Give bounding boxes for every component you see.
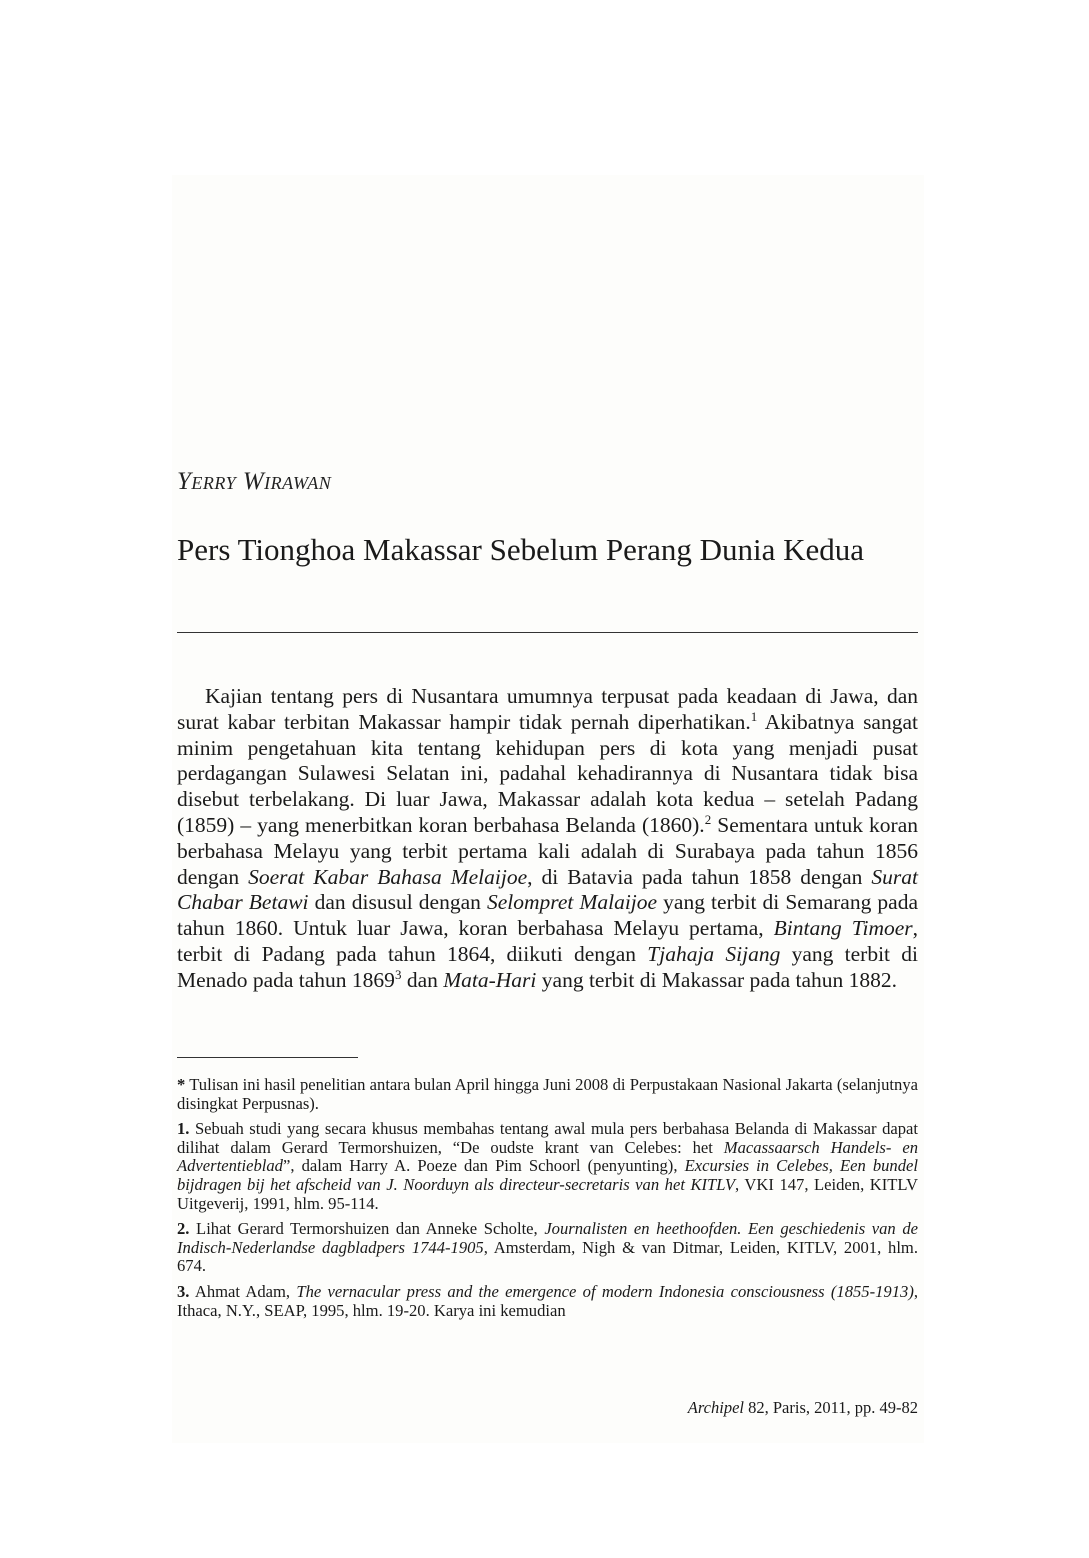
body-text-segment: Kajian tentang pers di Nusantara umumnya terpusat pada keadaan di Jawa, dan surat kabar terbitan Makassar hampir tidak pernah diperhatikan. (177, 684, 918, 734)
title-divider (177, 632, 918, 633)
footnote-text: , Ithaca, N.Y., SEAP, 1995, hlm. 19-20. Karya ini kemudian (177, 1281, 919, 1320)
journal-name: Archipel (687, 1398, 744, 1417)
footnote-text: Sebuah studi yang secara khusus membahas tentang awal mula pers berbahasa Belanda di Makassar dapat dilihat dalam Gerard Termorshuizen, “De oudste krant van Celebes: het (177, 1119, 918, 1157)
body-text-segment: yang terbit di Menado pada tahun 1869 (177, 941, 918, 992)
footnote-citation-title: Excursies in Celebes, Een bundel bijdragen bij het afscheid van J. Noorduyn als directeur-secretaris van het KITLV (177, 1156, 918, 1194)
journal-citation (688, 1398, 918, 1418)
journal-issue: 82, Paris, 2011, pp. 49-82 (743, 1398, 918, 1417)
article-title: Pers Tionghoa Makassar Sebelum Perang Dunia Kedua (177, 532, 865, 567)
body-text-segment: yang terbit di Semarang pada tahun 1860. Untuk luar Jawa, koran berbahasa Melayu pertama, (177, 890, 918, 941)
body-text-segment: dan disusul dengan (308, 890, 487, 915)
newspaper-title: Bintang Timoer (773, 916, 913, 941)
footnote-marker: 3. (177, 1281, 190, 1301)
footnote-1 (177, 1120, 918, 1213)
newspaper-title: Soerat Kabar Bahasa Melaijoe (248, 864, 528, 889)
footnote-ref-1: 1 (750, 708, 758, 724)
newspaper-title: Mata-Hari (443, 967, 537, 992)
body-text-segment: yang terbit di Makassar pada tahun 1882. (536, 967, 898, 992)
footnote-marker: 1. (177, 1119, 190, 1139)
footnote-text: , VKI 147, Leiden, KITLV Uitgeverij, 1991, hlm. 95-114. (177, 1174, 918, 1213)
body-text-segment: Sementara untuk koran berbahasa Melayu yang terbit pertama kali adalah di Surabaya pada tahun 1856 dengan (177, 812, 918, 889)
footnote-ref-2: 2 (704, 811, 712, 827)
newspaper-title: Surat Chabar Betawi (177, 864, 918, 915)
footnote-3 (177, 1283, 918, 1320)
footnote-marker: * (177, 1075, 186, 1094)
newspaper-title: Selompret Malaijoe (486, 890, 658, 915)
footnote-marker: 2. (177, 1219, 190, 1239)
footnote-citation-title: The vernacular press and the emergence of modern Indonesia consciousness (1855-1913) (296, 1281, 914, 1301)
footnote-citation-title: Macassaarsch Handels- en Advertentieblad (177, 1137, 918, 1176)
footnotes (177, 1076, 918, 1327)
author-name: Yerry Wirawan (177, 468, 332, 495)
footnote-text: ”, dalam Harry A. Poeze dan Pim Schoorl (penyunting), (282, 1156, 685, 1176)
newspaper-title: Tjahaja Sijang (647, 941, 781, 966)
body-text-segment: Akibatnya sangat minim pengetahuan kita tentang kehidupan pers di kota yang menjadi pusat perdagangan Sulawesi Selatan ini, padahal kehadirannya di Nusantara tidak bisa disebut terbelakang. Di luar Jawa, Makassar adalah kota kedua – setelah Padang (1859) – yang menerbitkan koran berbahasa Belanda (1860). (177, 709, 918, 837)
footnote-2 (177, 1220, 918, 1276)
footnote-text: Ahmat Adam, (189, 1281, 297, 1301)
footnote-citation-title: Journalisten en heethoofden. Een geschiedenis van de Indisch-Nederlandse dagbladpers 1744-1905 (177, 1219, 918, 1257)
footnote-divider (177, 1057, 358, 1058)
body-text-segment: , di Batavia pada tahun 1858 dengan (527, 864, 872, 889)
footnote-text: , Amsterdam, Nigh & van Ditmar, Leiden, KITLV, 2001, hlm. 674. (177, 1237, 918, 1276)
body-paragraph (177, 684, 918, 994)
footnote-ref-3: 3 (394, 966, 402, 982)
footnote-text: Lihat Gerard Termorshuizen dan Anneke Scholte, (189, 1219, 545, 1239)
body-text-segment: , terbit di Padang pada tahun 1864, diikuti dengan (177, 916, 919, 966)
body-text-segment: dan (401, 967, 444, 992)
footnote-text: Tulisan ini hasil penelitian antara bulan April hingga Juni 2008 di Perpustakaan Nasional Jakarta (selanjutnya disingkat Perpusnas). (177, 1075, 918, 1113)
footnote-star (177, 1076, 918, 1113)
